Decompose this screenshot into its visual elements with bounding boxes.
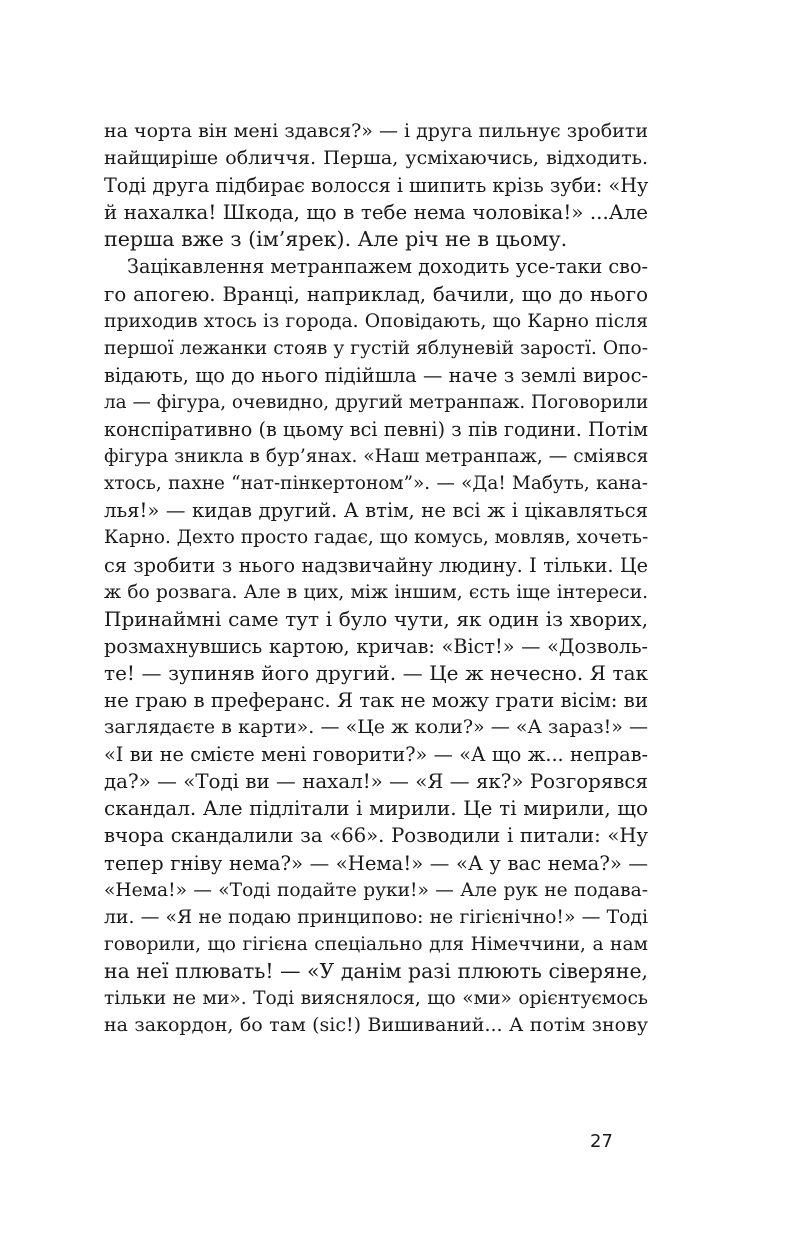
text-line: найщиріше обличчя. Перша, усміхаючись, відходить. [104, 147, 648, 170]
text-line: «І ви не смієте мені говорити?» — «А що ж... неправ- [104, 743, 648, 767]
text-line: го апогею. Вранці, наприклад, бачили, що до нього [104, 282, 648, 306]
text-line: Карно. Дехто просто гадає, що комусь, мовляв, хочеть- [104, 527, 649, 549]
text-line: ли. — «Я не подаю принципово: не гігієнічно!» — Тоді [104, 906, 648, 928]
text-line: ж бо розвага. Але в цих, між іншим, єсть іще інтереси. [104, 581, 648, 603]
text-line: ся зробити з нього надзвичайну людину. І тільки. Це [104, 553, 648, 577]
text-line: да?» — «Тоді ви — нахал!» — «Я — як?» Розгорявся [104, 770, 648, 794]
text-line: вчора скандалили за «66». Розводили і питали: «Ну [104, 824, 648, 848]
text-line: конспіративно (в цьому всі певні) з пів години. Потім [104, 418, 648, 442]
text-line: тільки не ми». Тоді вияснялося, що «ми» орієнтуємось [104, 988, 648, 1009]
text-line: Зацікавлення метранпажем доходить усе-таки сво- [127, 255, 648, 279]
text-line: на закордон, бо там (sic!) Вишиваний... А потім знову [104, 1014, 648, 1037]
text-line: на неї плювать! — «У данім разі плюють сіверяне, [104, 958, 648, 983]
text-line: Тоді друга підбирає волосся і шипить крізь зуби: «Ну [104, 174, 649, 198]
page-number: 27 [590, 1131, 613, 1152]
text-line: заглядаєте в карти». — «Це ж коли?» — «А зараз!» — [104, 716, 648, 739]
text-line: фігура зникла в бур’янах. «Наш метранпаж, — сміявся [104, 446, 649, 468]
text-line: ла — фігура, очевидно, другий метранпаж. Поговорили [104, 391, 649, 413]
text-line: першої лежанки стояв у густій яблуневій заростї. Опо- [104, 337, 648, 359]
text-line: лья!» — кидав другий. А втім, не всі ж і цікавляться [104, 499, 648, 523]
text-line: хтось, пахне “нат-пінкертоном”». — «Да! Мабуть, кана- [104, 473, 648, 495]
text-line: й нахалка! Шкода, що в тебе нема чоловіка!» ...Але [104, 201, 648, 225]
text-line: перша вже з (ім’ярек). Але річ не в цьому. [104, 227, 568, 252]
text-line: приходив хтось із города. Оповідають, що Карно після [104, 310, 648, 332]
text-line: не граю в преферанс. Я так не можу грати вісім: ви [104, 688, 648, 712]
text-line: тепер гніву нема?» — «Нема!» — «А у вас нема?» — [104, 851, 648, 875]
body-text [104, 118, 648, 1039]
text-line: те! — зупиняв його другий. — Це ж нечесно. Я так [104, 660, 648, 685]
text-line: на чорта він мені здався?» — і друга пильнує зробити [104, 120, 648, 142]
text-line: Принаймні саме тут і було чути, як один із хворих, [104, 606, 648, 631]
text-line: відають, що до нього підійшла — наче з землі вирос- [104, 363, 648, 387]
text-line: скандал. Але підлітали і мирили. Це ті мирили, що [104, 796, 648, 821]
text-line: говорили, що гігієна спеціально для Німеччини, а нам [104, 933, 648, 955]
text-line: розмахнувшись картою, кричав: «Віст!» — «Дозволь- [104, 634, 648, 658]
text-line: «Нема!» — «Тоді подайте руки!» — Але рук не подава- [104, 879, 648, 901]
